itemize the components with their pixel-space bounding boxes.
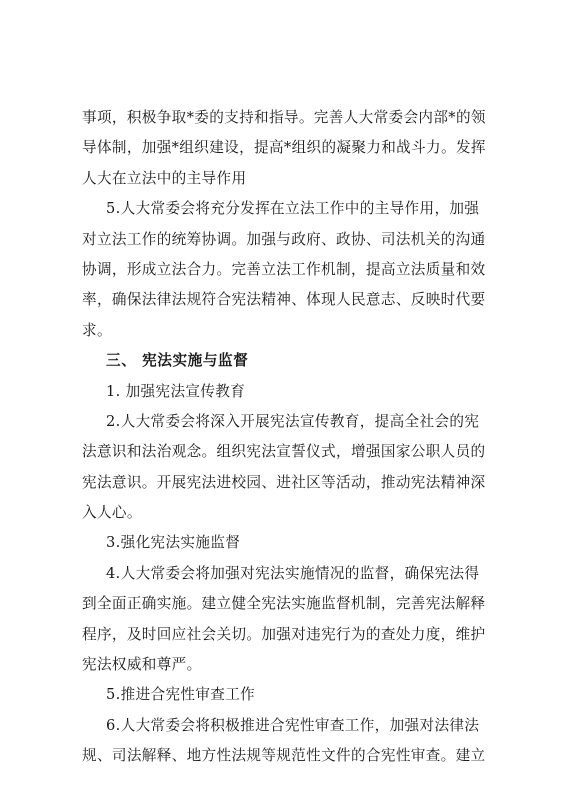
subsection-title: 3.强化宪法实施监督 (106, 534, 241, 552)
body-text (82, 103, 498, 772)
paragraph-line: 6.人大常委会将积极推进合宪性审查工作，加强对法律法 (106, 716, 480, 734)
paragraph-line: 到全面正确实施。建立健全宪法实施监督机制，完善宪法解释 (82, 595, 486, 613)
paragraph-line: 协调，形成立法合力。完善立法工作机制，提高立法质量和效 (82, 260, 486, 278)
paragraph-line: 导体制，加强*组织建设，提高*组织的凝聚力和战斗力。发挥 (82, 139, 486, 157)
paragraph-line: 对立法工作的统筹协调。加强与政府、政协、司法机关的沟通 (82, 230, 486, 248)
paragraph-line: 4.人大常委会将加强对宪法实施情况的监督，确保宪法得 (106, 564, 480, 582)
subsection-title: 5.推进合宪性审查工作 (106, 686, 256, 704)
paragraph-line: 规、司法解释、地方性法规等规范性文件的合宪性审查。建立 (82, 747, 486, 765)
paragraph-line: 入人心。 (82, 504, 142, 522)
paragraph-line: 法意识和法治观念。组织宪法宣誓仪式，增强国家公职人员的 (82, 443, 486, 461)
paragraph-line: 2.人大常委会将深入开展宪法宣传教育，提高全社会的宪 (106, 412, 480, 430)
paragraph-line: 5.人大常委会将充分发挥在立法工作中的主导作用，加强 (106, 200, 480, 218)
section-heading: 三、 宪法实施与监督 (106, 352, 249, 370)
paragraph-line: 程序，及时回应社会关切。加强对违宪行为的查处力度，维护 (82, 625, 486, 643)
paragraph-line: 人大在立法中的主导作用 (82, 169, 247, 187)
paragraph-line: 率，确保法律法规符合宪法精神、体现人民意志、反映时代要 (82, 291, 486, 309)
paragraph-line: 宪法意识。开展宪法进校园、进社区等活动，推动宪法精神深 (82, 473, 486, 491)
paragraph-line: 事项，积极争取*委的支持和指导。完善人大常委会内部*的领 (82, 109, 486, 126)
subsection-title: 1. 加强宪法宣传教育 (106, 382, 246, 400)
paragraph-line: 宪法权威和尊严。 (82, 656, 202, 674)
paragraph-line: 求。 (82, 321, 112, 339)
